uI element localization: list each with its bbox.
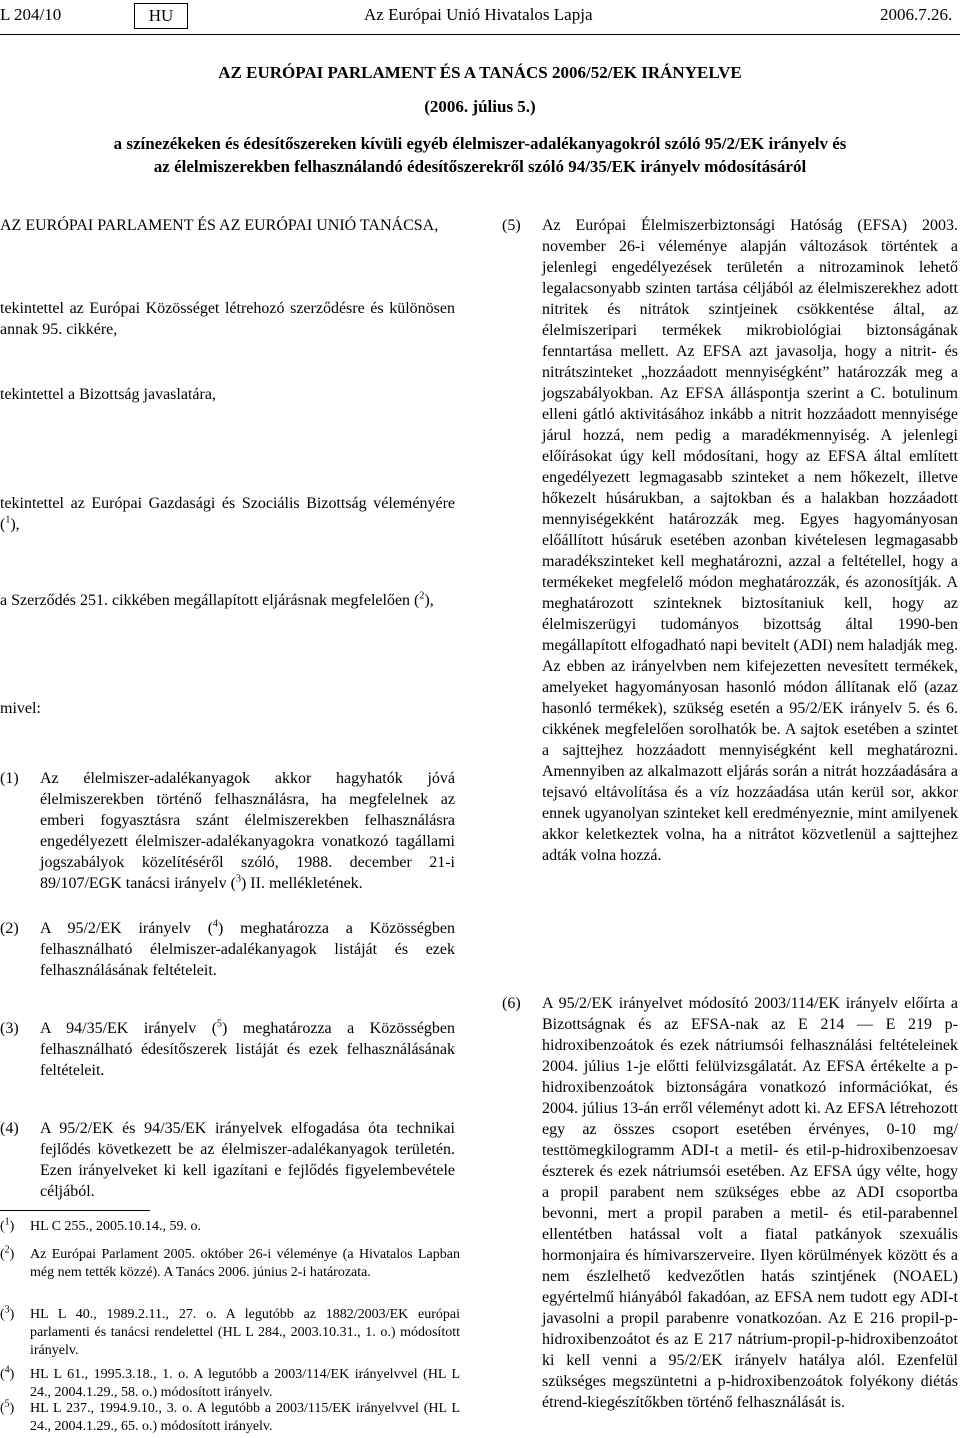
preamble-procedure: a Szerződés 251. cikkében megállapított eljárásnak megfelelően ($^2$), — [0, 590, 434, 609]
footnote-ref[interactable]: 2 — [419, 590, 425, 602]
footnote-3 — [0, 1306, 460, 1362]
footnote-ref[interactable]: 5 — [217, 1018, 223, 1030]
journal-name: Az Európai Unió Hivatalos Lapja — [364, 5, 593, 24]
recital-5 — [502, 215, 958, 895]
publication-date: 2006.7.26. — [880, 5, 953, 24]
doc-subject-line-2: az élelmiszerekben felhasználandó édesítőszerekről szóló 94/35/EK irányelv módosításáról — [153, 157, 807, 176]
left-column — [0, 215, 455, 1205]
language-badge: HU — [134, 3, 188, 29]
recital-6 — [502, 993, 958, 1433]
footnote-number: ($^1$) — [0, 1216, 15, 1234]
footnote-rule — [0, 1210, 150, 1211]
footnote-text: HL L 40., 1989.2.11., 27. o. A legutóbb az 1882/2003/EK európai parlamenti és tanácsi rendelettel (HL L 284., 2003.10.31., 1. o.) módosított irányelv. — [30, 1307, 460, 1358]
footnote-2 — [0, 1246, 460, 1302]
recital-number: (5) — [502, 217, 521, 234]
footnote-ref[interactable]: 1 — [5, 514, 11, 526]
recital-number: (4) — [0, 1120, 19, 1137]
recital-text: Az Európai Élelmiszerbiztonsági Hatóság (EFSA) 2003. november 26-i véleménye alapján változások történtek a jelenlegi engedélyezések területén a nitrozaminok lehető legalacsonyabb szinten tartása céljából az élelmiszerekhez adott nitritek és nitrátok szintjeinek csökkentése által, az élelmiszeripari termékek mikrobiológiai biztonságának fenntartása mellett. Az EFSA azt javasolja, hogy a nitrit- és nitrátszinteket „hozzáadott mennyiségként” határozzák meg a jogszabályokban. Az EFSA álláspontja szerint a C. botulinum elleni gátló aktivitásához inkább a nitrit hozzáadott mennyisége járul hozzá, nem pedig a maradékmennyiség. A jelenlegi előírásokat úgy kell módosítani, hogy az EFSA által említett engedélyezett legmagasabb szinteket a nem hőkezelt, illetve hőkezelt húsárukban, a sajtokban és a halakban hozzáadott mennyiségekként határozzák meg. Egyes hagyományosan előállított húsáruk esetében azonban kivételesen legmagasabb maradékszinteket kell meghatározni, azzal a feltétellel, hogy a termékeket megfelelő módon meghatározzák, és azonosítják. A meghatározott szinteknek biztosítaniuk kell, hogy az élelmiszerügyi tudományos bizottság által 1990-ben megállapított elfogadható napi bevitelt (ADI) nem haladják meg. Az ebben az irányelvben nem kifejezetten nevesített termékek, amelyeket hagyományosan hasonló módon állítanak elő (azaz hasonló termékek), szükség esetén a 95/2/EK irányelv 5. és 6. cikkének megfelelően sorolhatók be. A sajtok esetében a szintet a sajttejhez hozzáadott mennyiségként kell meghatározni. Amennyiben az alkalmazott eljárás során a nitrát hozzáadására a tejsavó eltávolítása és a víz hozzáadása után kerül sor, akkor ennek ugyanolyan szinteket kell eredményeznie, mint amilyenek akkor keletkeztek volna, ha a nitrátot közvetlenül a sajttejhez adták volna hozzá. — [542, 217, 958, 864]
footnote-4 — [0, 1366, 460, 1402]
recital-number: (2) — [0, 920, 19, 937]
header-rule — [0, 34, 960, 35]
recital-4 — [0, 1118, 455, 1208]
doc-date: (2006. július 5.) — [424, 97, 536, 116]
recital-number: (3) — [0, 1020, 19, 1037]
recital-number: (6) — [502, 995, 521, 1012]
footnote-1 — [0, 1218, 460, 1238]
footnote-number: ($^3$) — [0, 1304, 15, 1322]
footnote-number: ($^5$) — [0, 1398, 15, 1416]
recital-text: A 95/2/EK irányelv ($^4$) meghatározza a Közösségben felhasználható élelmiszer-adalékanyagok listáját és ezek felhasználásának feltételeit. — [40, 918, 455, 979]
preamble-parties: AZ EURÓPAI PARLAMENT ÉS AZ EURÓPAI UNIÓ TANÁCSA, — [0, 217, 439, 234]
recital-1 — [0, 768, 455, 898]
footnote-ref[interactable]: 4 — [213, 918, 219, 930]
recital-2 — [0, 918, 455, 988]
right-column — [502, 215, 958, 1435]
recital-text: Az élelmiszer-adalékanyagok akkor hagyhatók jóvá élelmiszerekben történő felhasználásra, ha megfelelnek az emberi fogyasztásra szánt élelmiszerekben felhasználásra engedélyezett élelmiszer-adalékanyagokra vonatkozó tagállami jogszabályok közelítéséről szóló, 1988. december 21-i 89/107/EGK tanácsi irányelv ($^3$) II. mellékletének. — [40, 770, 455, 892]
footnote-number: ($^2$) — [0, 1244, 15, 1262]
recital-text: A 94/35/EK irányelv ($^5$) meghatározza a Közösségben felhasználható édesítőszerek listáját és ezek felhasználásának feltételeit. — [40, 1018, 455, 1079]
doc-subject-line-1: a színezékeken és édesítőszereken kívüli egyéb élelmiszer-adalékanyagokról szóló 95/2/EK irányelv és — [113, 134, 847, 153]
footnote-5 — [0, 1400, 460, 1436]
footnote-text: HL L 61., 1995.3.18., 1. o. A legutóbb a 2003/114/EK irányelvvel (HL L 24., 2004.1.29., 58. o.) módosított irányelv. — [30, 1367, 460, 1400]
footnote-text: HL C 255., 2005.10.14., 59. o. — [30, 1219, 201, 1234]
recital-number: (1) — [0, 770, 19, 787]
recital-3 — [0, 1018, 455, 1088]
recital-text: A 95/2/EK és 94/35/EK irányelvek elfogadása óta technikai fejlődés következett be az élelmiszer-adalékanyagok területén. Ezen irányelveket ki kell igazítani e fejlődés figyelembevétele céljából. — [40, 1120, 455, 1200]
preamble-esc: tekintettel az Európai Gazdasági és Szociális Bizottság véleményére ($^1$), — [0, 495, 455, 533]
footnote-number: ($^4$) — [0, 1364, 15, 1382]
page-header — [0, 3, 960, 31]
doc-title: AZ EURÓPAI PARLAMENT ÉS A TANÁCS 2006/52/EK IRÁNYELVE — [218, 63, 742, 82]
preamble-commission: tekintettel a Bizottság javaslatára, — [0, 386, 216, 403]
recital-text: A 95/2/EK irányelvet módosító 2003/114/EK irányelv előírta a Bizottságnak és az EFSA-nak az E 214 — E 219 p-hidroxibenzoátok és ezek nátriumsói felhasználási feltételeinek 2004. július 1-je előtti felülvizsgálatát. Az EFSA értékelte a p-hidroxibenzoátok biztonságára vonatkozó információkat, és 2004. július 13-án erről véleményt adott ki. Az EFSA létrehozott egy az összes csoport esetében érvényes, 0-10 mg/ testtömegkilogramm ADI-t a metil- és etil-p-hidroxibenzoesav észterek és ezek nátriumsói esetében. Az EFSA úgy vélte, hogy a propil parabent nem szükséges ebbe az ADI csoportba bevonni, mert a propil paraben a metil- és etil-parabennel ellentétben hatással volt a fiatal patkányok szexuális hormonjaira és hímivarszerveire. Ilyen körülmények között és a nem észlelhető kedvezőtlen hatás szintjének (NOAEL) egyértelmű hiányából fakadóan, az EFSA nem tudott egy ADI-t javasolni a propil parabenre vonatkozóan. Az E 216 propil-p-hidroxibenzoátot és az E 217 nátrium-propil-p-hidroxibenzoátot ki kell venni a 95/2/EK irányelv hatálya alól. Ezenfelül szükséges megszüntetni a p-hidroxibenzoátok folyékony diétás étrend-kiegészítőkben történő felhasználását is. — [542, 995, 958, 1411]
footnote-ref[interactable]: 3 — [235, 873, 241, 885]
preamble-treaty: tekintettel az Európai Közösséget létrehozó szerződésre és különösen annak 95. cikkére, — [0, 300, 455, 338]
preamble-whereas: mivel: — [0, 700, 41, 717]
page-number: L 204/10 — [0, 5, 62, 24]
footnote-text: HL L 237., 1994.9.10., 3. o. A legutóbb a 2003/115/EK irányelvvel (HL L 24., 2004.1.29., 65. o.) módosított irányelv. — [30, 1401, 460, 1434]
footnote-text: Az Európai Parlament 2005. október 26-i véleménye (a Hivatalos Lapban még nem tették közzé). A Tanács 2006. június 2-i határozata. — [30, 1247, 460, 1280]
